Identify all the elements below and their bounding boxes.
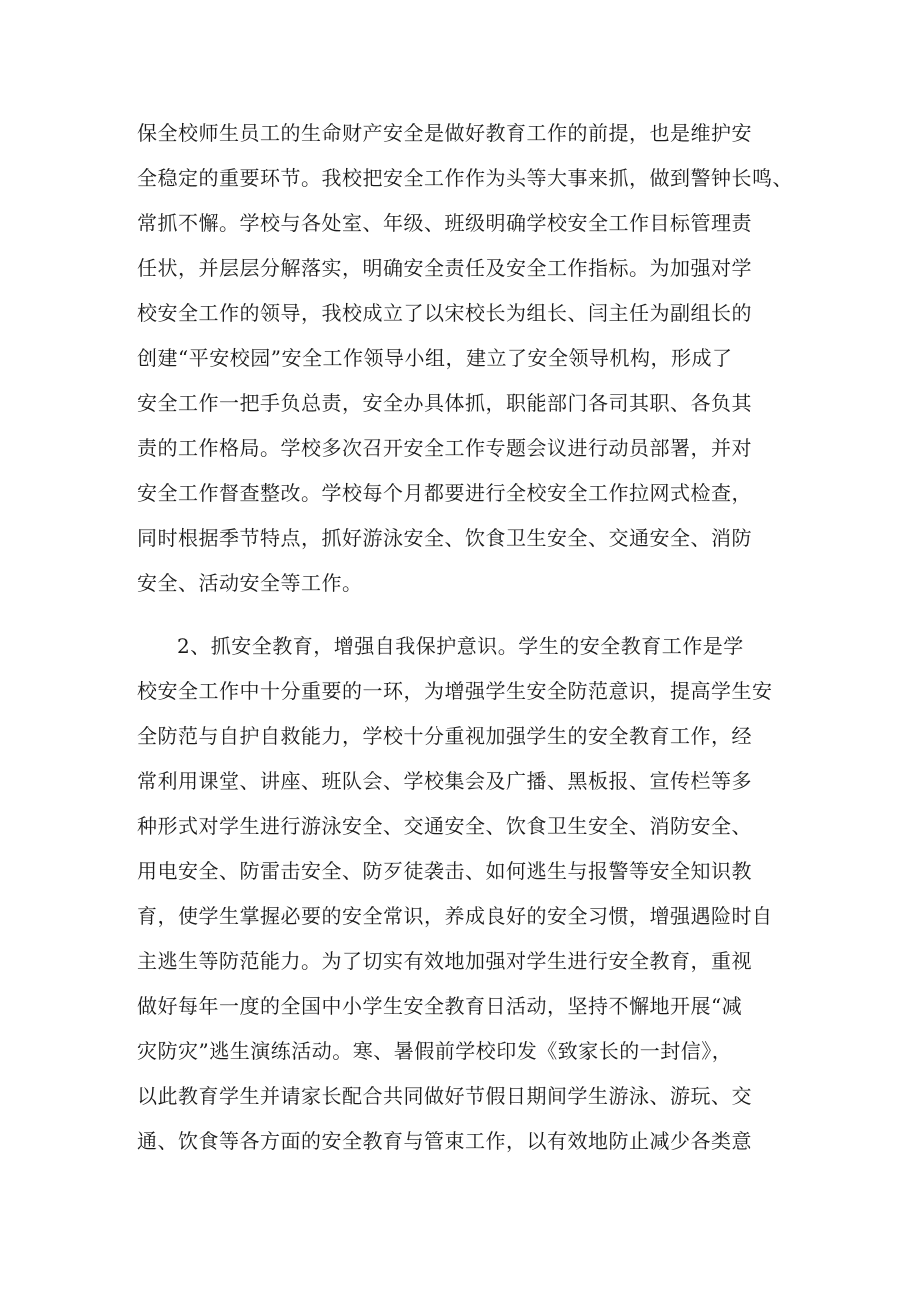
text-line: 创建“平安校园”安全工作领导小组，建立了安全领导机构，形成了: [137, 346, 733, 370]
paragraph-start-line: 2、抓安全教育，增强自我保护意识。学生的安全教育工作是学: [177, 634, 744, 658]
text-line: 主逃生等防范能力。为了切实有效地加强对学生进行安全教育，重视: [137, 949, 752, 973]
text-line: 育，使学生掌握必要的安全常识，养成良好的安全习惯，增强遇险时自: [137, 904, 773, 928]
text-line: 灾防灾”逃生演练活动。寒、暑假前学校印发《致家长的一封信》，: [137, 1039, 733, 1063]
text-line: 任状，并层层分解落实，明确安全责任及安全工作指标。为加强对学: [137, 256, 752, 280]
text-line: 安全工作督查整改。学校每个月都要进行全校安全工作拉网式检查，: [137, 481, 752, 505]
text-line: 种形式对学生进行游泳安全、交通安全、饮食卫生安全、消防安全、: [137, 814, 752, 838]
text-line: 做好每年一度的全国中小学生安全教育日活动，坚持不懈地开展“减: [137, 994, 743, 1018]
text-line: 用电安全、防雷击安全、防歹徒袭击、如何逃生与报警等安全知识教: [137, 859, 752, 883]
text-line: 同时根据季节特点，抓好游泳安全、饮食卫生安全、交通安全、消防: [137, 526, 752, 550]
text-line: 安全、活动安全等工作。: [137, 571, 363, 595]
text-line: 安全工作一把手负总责，安全办具体抓，职能部门各司其职、各负其: [137, 391, 752, 415]
text-line: 通、饮食等各方面的安全教育与管束工作，以有效地防止减少各类意: [137, 1129, 752, 1153]
text-line: 责的工作格局。学校多次召开安全工作专题会议进行动员部署，并对: [137, 436, 752, 460]
text-line: 全防范与自护自救能力，学校十分重视加强学生的安全教育工作，经: [137, 724, 752, 748]
text-line: 以此教育学生并请家长配合共同做好节假日期间学生游泳、游玩、交: [137, 1084, 752, 1108]
text-line: 常利用课堂、讲座、班队会、学校集会及广播、黑板报、宣传栏等多: [137, 769, 752, 793]
text-line: 保全校师生员工的生命财产安全是做好教育工作的前提，也是维护安: [137, 121, 752, 145]
text-line: 校安全工作的领导，我校成立了以宋校长为组长、闫主任为副组长的: [137, 301, 752, 325]
text-line: 常抓不懈。学校与各处室、年级、班级明确学校安全工作目标管理责: [137, 211, 752, 235]
text-line: 校安全工作中十分重要的一环，为增强学生安全防范意识，提高学生安: [137, 679, 773, 703]
text-line: 全稳定的重要环节。我校把安全工作作为头等大事来抓，做到警钟长鸣、: [137, 166, 793, 190]
